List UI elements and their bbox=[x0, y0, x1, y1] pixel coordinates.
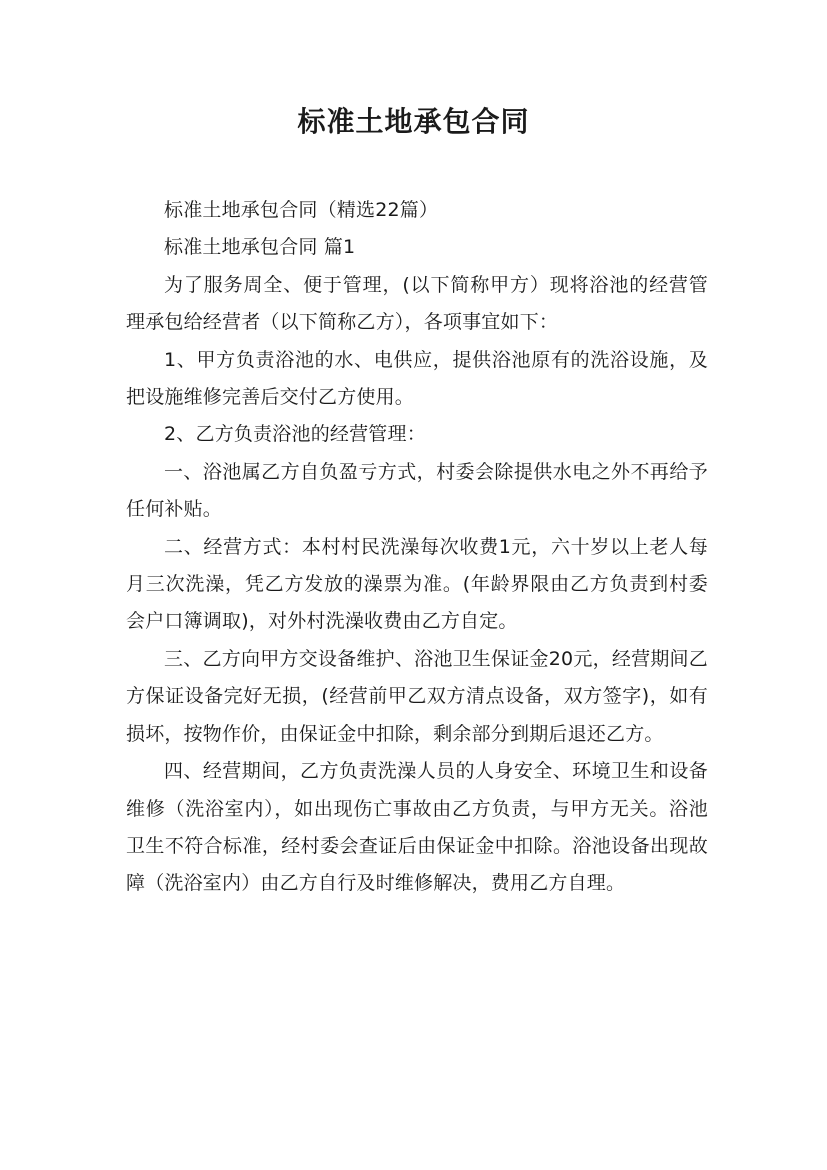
paragraph-item-3: 三、乙方向甲方交设备维护、浴池卫生保证金20元，经营期间乙方保证设备完好无损，(经营前甲乙双方清点设备，双方签字)，如有损坏，按物作价，由保证金中扣除，剩余部分到期后退还乙方。 bbox=[126, 647, 708, 745]
paragraph-section-heading: 标准土地承包合同 篇1 bbox=[164, 236, 356, 259]
paragraph-clause-2: 2、乙方负责浴池的经营管理： bbox=[164, 423, 426, 446]
paragraph-item-1: 一、浴池属乙方自负盈亏方式，村委会除提供水电之外不再给予任何补贴。 bbox=[126, 460, 708, 521]
paragraph-clause-1: 1、甲方负责浴池的水、电供应，提供浴池原有的洗浴设施，及把设施维修完善后交付乙方使用。 bbox=[126, 348, 708, 409]
paragraph-intro: 为了服务周全、便于管理，(以下简称甲方）现将浴池的经营管理承包给经营者（以下简称乙方），各项事宜如下： bbox=[126, 273, 708, 334]
document-title: 标准土地承包合同 bbox=[297, 105, 530, 138]
document-body bbox=[126, 192, 708, 903]
paragraph-item-4: 四、经营期间，乙方负责洗澡人员的人身安全、环境卫生和设备维修（洗浴室内），如出现伤亡事故由乙方负责，与甲方无关。浴池卫生不符合标准，经村委会查证后由保证金中扣除。浴池设备出现故障（洗浴室内）由乙方自行及时维修解决，费用乙方自理。 bbox=[126, 760, 708, 895]
paragraph-collection-heading: 标准土地承包合同（精选22篇） bbox=[164, 199, 439, 221]
paragraph-item-2: 二、经营方式：本村村民洗澡每次收费1元，六十岁以上老人每月三次洗澡，凭乙方发放的澡票为准。(年龄界限由乙方负责到村委会户口簿调取)，对外村洗澡收费由乙方自定。 bbox=[126, 535, 708, 633]
